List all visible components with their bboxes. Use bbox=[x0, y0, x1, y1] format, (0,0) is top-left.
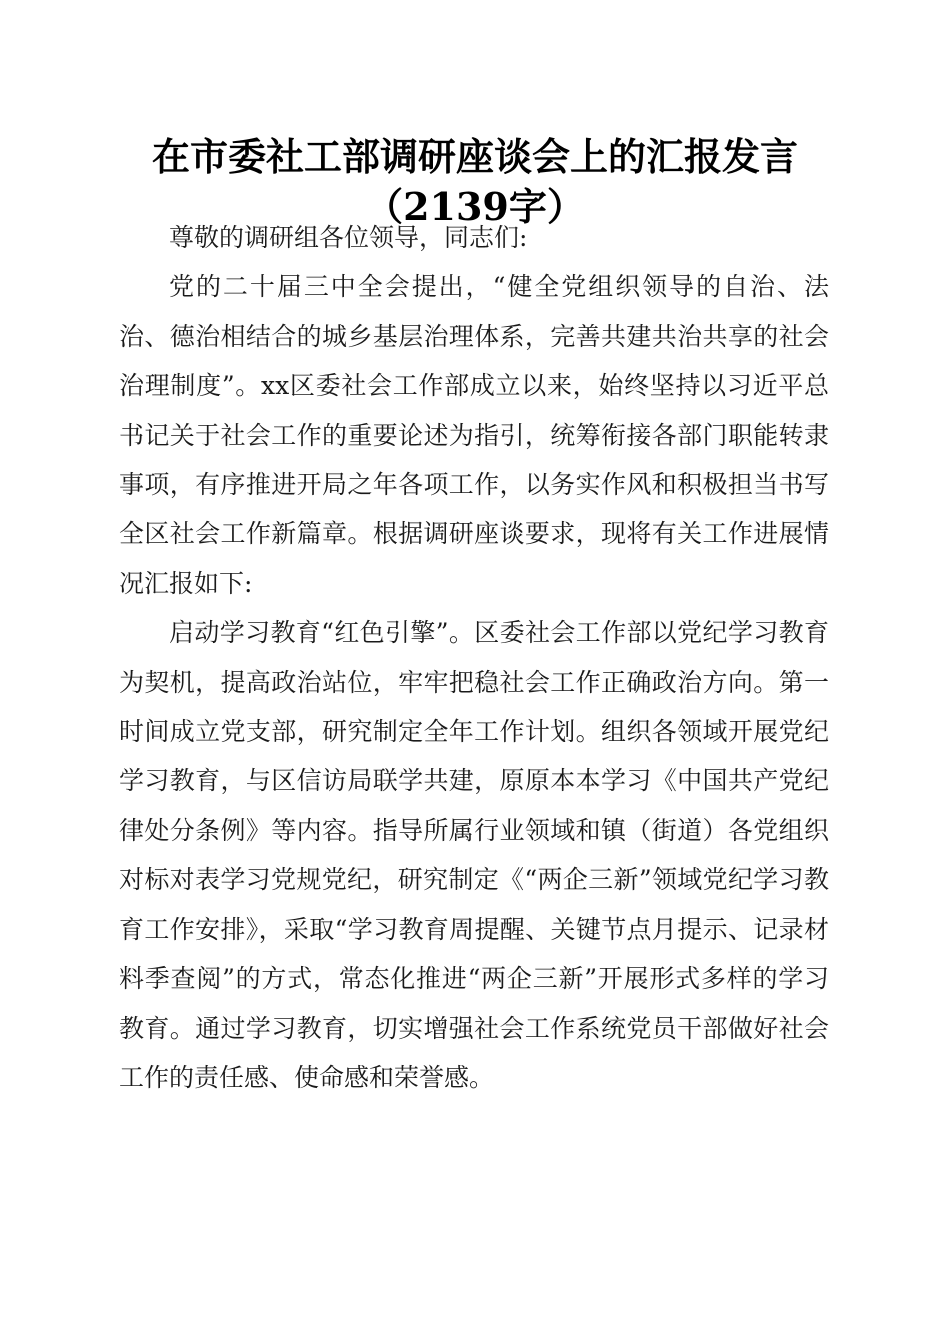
learning-education-paragraph: 启动学习教育“红色引擎”。区委社会工作部以党纪学习教育为契机，提高政治站位，牢牢把稳社会工作正确政治方向。第一时间成立党支部，研究制定全年工作计划。组织各领域开展党纪学习教育，与区信访局联学共建，原原本本学习《中国共产党纪律处分条例》等内容。指导所属行业领域和镇（街道）各党组织对标对表学习党规党纪，研究制定《“两企三新”领域党纪学习教育工作安排》，采取“学习教育周提醒、关键节点月提示、记录材料季查阅”的方式，常态化推进“两企三新”开展形式多样的学习教育。通过学习教育，切实增强社会工作系统党员干部做好社会工作的责任感、使命感和荣誉感。 bbox=[119, 618, 829, 1092]
intro-paragraph: 党的二十届三中全会提出，“健全党组织领导的自治、法治、德治相结合的城乡基层治理体系，完善共建共治共享的社会治理制度”。xx区委社会工作部成立以来，始终坚持以习近平总书记关于社会工作的重要论述为指引，统筹衔接各部门职能转隶事项，有序推进开局之年各项工作，以务实作风和积极担当书写全区社会工作新篇章。根据调研座谈要求，现将有关工作进展情况汇报如下: bbox=[119, 272, 829, 598]
document-title: 在市委社工部调研座谈会上的汇报发言（2139字） bbox=[151, 134, 798, 229]
document-body bbox=[119, 213, 829, 1102]
salutation-paragraph: 尊敬的调研组各位领导，同志们: bbox=[169, 223, 528, 252]
